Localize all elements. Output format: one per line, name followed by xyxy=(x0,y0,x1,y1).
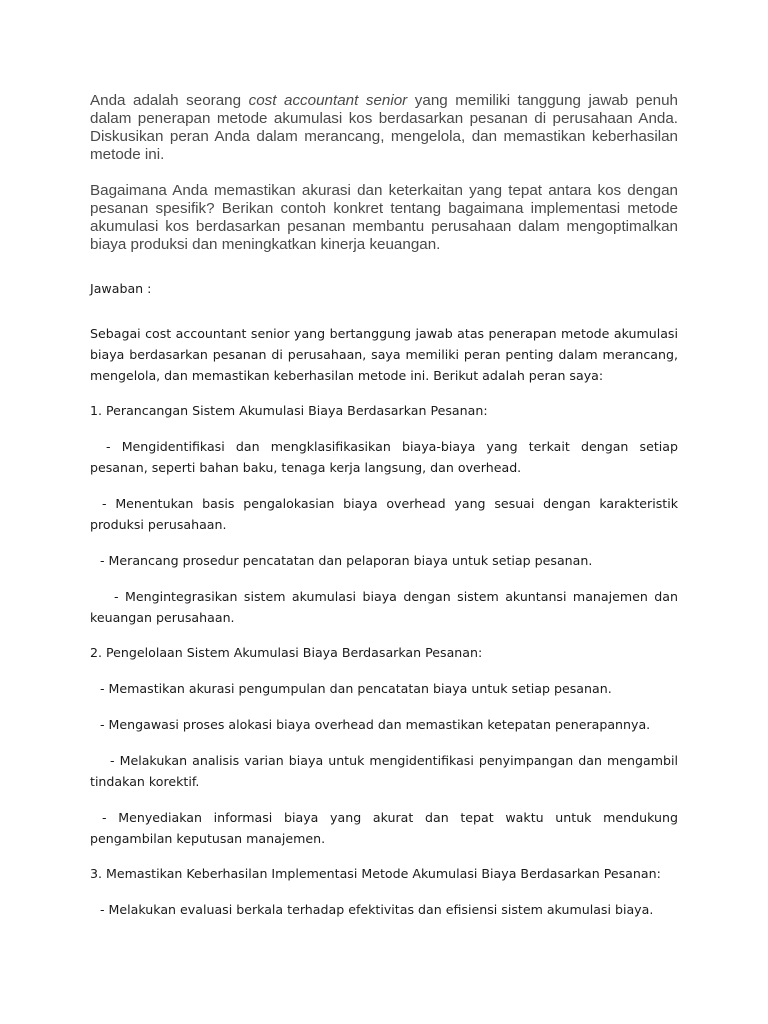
section-heading: 1. Perancangan Sistem Akumulasi Biaya Berdasarkan Pesanan: xyxy=(90,403,488,418)
emphasized-term: cost accountant senior xyxy=(248,92,408,109)
list-item: - Menentukan basis pengalokasian biaya overhead yang sesuai dengan karakteristik produksi perusahaan. xyxy=(90,496,678,532)
answer-label: Jawaban : xyxy=(90,281,152,296)
question-text: Anda adalah seorang xyxy=(90,92,249,109)
list-item: - Menyediakan informasi biaya yang akurat dan tepat waktu untuk mendukung pengambilan keputusan manajemen. xyxy=(90,810,678,846)
section-heading: 3. Memastikan Keberhasilan Implementasi Metode Akumulasi Biaya Berdasarkan Pesanan: xyxy=(90,866,661,881)
list-item: - Memastikan akurasi pengumpulan dan pencatatan biaya untuk setiap pesanan. xyxy=(100,681,612,696)
list-item: - Merancang prosedur pencatatan dan pelaporan biaya untuk setiap pesanan. xyxy=(100,553,593,568)
question-text: yang memiliki tanggung jawab penuh dalam penerapan metode akumulasi kos berdasarkan pesanan di perusahaan Anda. Diskusikan peran Anda dalam merancang, mengelola, dan memastikan keberhasilan metode ini. xyxy=(90,92,678,163)
question-paragraph-2: Bagaimana Anda memastikan akurasi dan keterkaitan yang tepat antara kos dengan pesanan spesifik? Berikan contoh konkret tentang bagaimana implementasi metode akumulasi kos berdasarkan pesanan membantu perusahaan dalam mengoptimalkan biaya produksi dan meningkatkan kinerja keuangan. xyxy=(90,182,678,253)
list-item: - Melakukan analisis varian biaya untuk mengidentifikasi penyimpangan dan mengambil tindakan korektif. xyxy=(90,753,678,789)
list-item: - Melakukan evaluasi berkala terhadap efektivitas dan efisiensi sistem akumulasi biaya. xyxy=(100,902,654,917)
list-item: - Mengidentifikasi dan mengklasifikasikan biaya-biaya yang terkait dengan setiap pesanan, seperti bahan baku, tenaga kerja langsung, dan overhead. xyxy=(90,439,678,475)
answer-intro: Sebagai cost accountant senior yang bertanggung jawab atas penerapan metode akumulasi biaya berdasarkan pesanan di perusahaan, saya memiliki peran penting dalam merancang, mengelola, dan memastikan keberhasilan metode ini. Berikut adalah peran saya: xyxy=(90,326,678,383)
list-item: - Mengintegrasikan sistem akumulasi biaya dengan sistem akuntansi manajemen dan keuangan perusahaan. xyxy=(90,589,678,625)
list-item: - Mengawasi proses alokasi biaya overhead dan memastikan ketepatan penerapannya. xyxy=(100,717,651,732)
section-heading: 2. Pengelolaan Sistem Akumulasi Biaya Berdasarkan Pesanan: xyxy=(90,645,483,660)
question-paragraph-1 xyxy=(90,92,678,164)
